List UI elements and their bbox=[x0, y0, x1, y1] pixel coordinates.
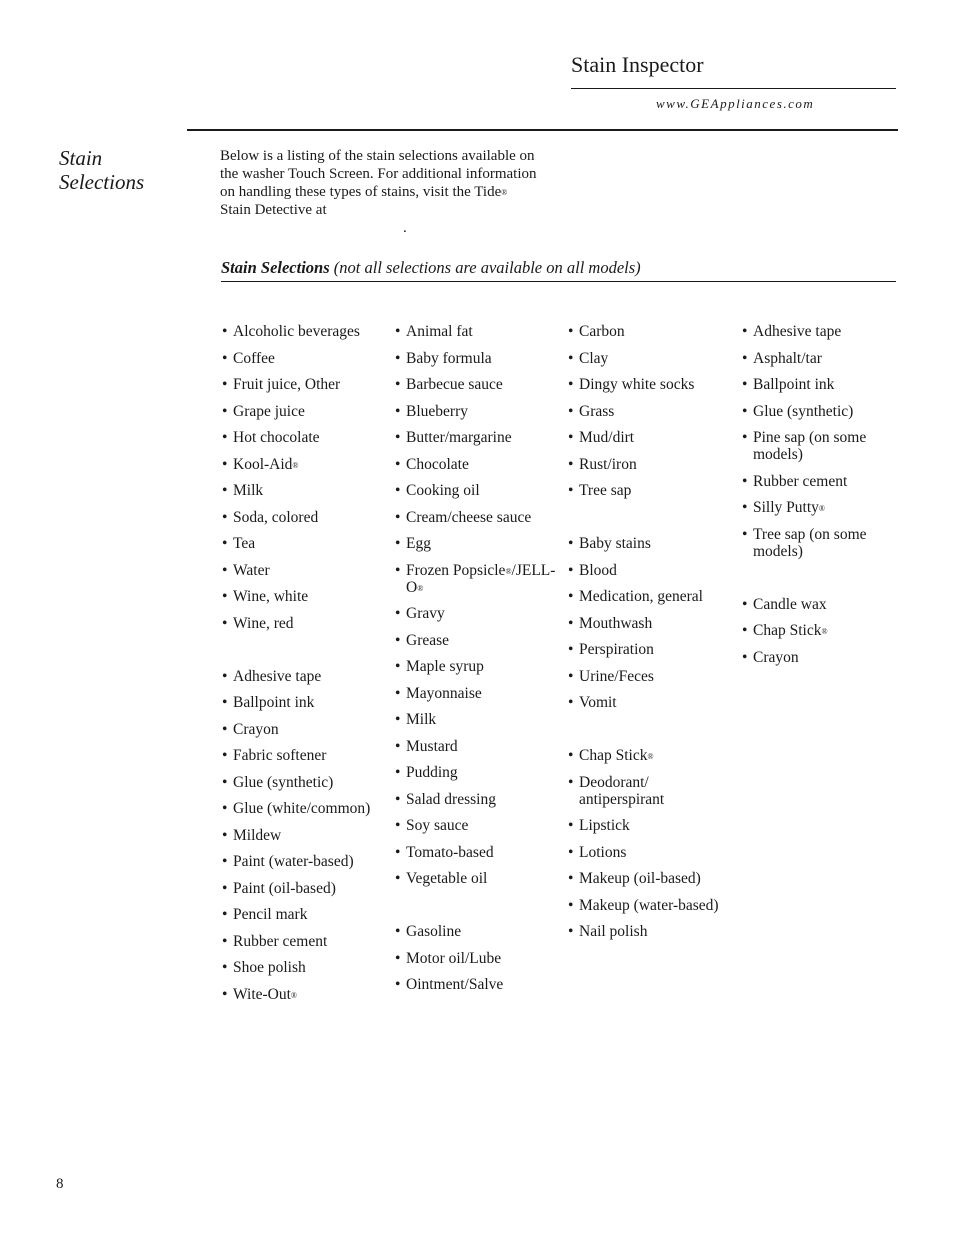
stain-group bbox=[222, 668, 387, 1003]
stain-item: • Crayon bbox=[742, 649, 892, 666]
section-title: Stain Selections bbox=[59, 146, 145, 194]
stain-column-4 bbox=[742, 323, 892, 702]
stain-item: • Wite-Out® bbox=[222, 986, 387, 1003]
stain-item: • Coffee bbox=[222, 350, 387, 367]
subhead-divider bbox=[221, 281, 896, 282]
stain-item: • Silly Putty® bbox=[742, 499, 892, 516]
stain-item: • Makeup (oil-based) bbox=[568, 870, 733, 887]
stain-item: • Hot chocolate bbox=[222, 429, 387, 446]
stain-item: • Makeup (water-based) bbox=[568, 897, 733, 914]
stain-item: • Ointment/Salve bbox=[395, 976, 560, 993]
stain-item: • Chap Stick® bbox=[742, 622, 892, 639]
stain-item: • Pine sap (on some models) bbox=[742, 429, 892, 463]
stain-item: • Cooking oil bbox=[395, 482, 560, 499]
stain-item: • Tomato-based bbox=[395, 844, 560, 861]
stain-item: • Kool-Aid® bbox=[222, 456, 387, 473]
stain-item: • Ballpoint ink bbox=[742, 376, 892, 393]
stain-item: • Frozen Popsicle®/JELL-O® bbox=[395, 562, 560, 596]
subhead-bold: Stain Selections bbox=[221, 258, 330, 277]
stain-item: • Rubber cement bbox=[742, 473, 892, 490]
stain-item: • Wine, white bbox=[222, 588, 387, 605]
stain-item: • Glue (white/common) bbox=[222, 800, 387, 817]
stain-item: • Milk bbox=[222, 482, 387, 499]
stain-item: • Pudding bbox=[395, 764, 560, 781]
stain-item: • Rubber cement bbox=[222, 933, 387, 950]
stain-item: • Deodorant/ antiperspirant bbox=[568, 774, 733, 808]
stain-item: • Pencil mark bbox=[222, 906, 387, 923]
stain-item: • Baby formula bbox=[395, 350, 560, 367]
stain-item: • Rust/iron bbox=[568, 456, 733, 473]
stain-item: • Mayonnaise bbox=[395, 685, 560, 702]
stain-item: • Mouthwash bbox=[568, 615, 733, 632]
stain-item: • Tree sap bbox=[568, 482, 733, 499]
stain-item: • Baby stains bbox=[568, 535, 733, 552]
stain-group bbox=[568, 323, 733, 499]
stain-item: • Crayon bbox=[222, 721, 387, 738]
intro-text-end: Stain Detective at bbox=[220, 202, 327, 218]
subhead-note: (not all selections are available on all models) bbox=[329, 258, 641, 277]
stain-item: • Nail polish bbox=[568, 923, 733, 940]
stain-item: • Adhesive tape bbox=[742, 323, 892, 340]
stain-item: • Vomit bbox=[568, 694, 733, 711]
stain-item: • Dingy white socks bbox=[568, 376, 733, 393]
stain-item: • Tree sap (on some models) bbox=[742, 526, 892, 560]
header-divider bbox=[571, 88, 896, 89]
stain-group bbox=[742, 596, 892, 666]
stain-group bbox=[395, 323, 560, 887]
stain-item: • Glue (synthetic) bbox=[222, 774, 387, 791]
intro-paragraph bbox=[220, 147, 540, 237]
stain-column-1 bbox=[222, 323, 387, 1039]
page-number: 8 bbox=[56, 1176, 64, 1192]
stain-item: • Grease bbox=[395, 632, 560, 649]
stain-group bbox=[742, 323, 892, 560]
stain-item: • Chocolate bbox=[395, 456, 560, 473]
main-divider bbox=[187, 129, 898, 131]
stain-item: • Mud/dirt bbox=[568, 429, 733, 446]
stain-item: • Motor oil/Lube bbox=[395, 950, 560, 967]
stain-item: • Urine/Feces bbox=[568, 668, 733, 685]
stain-item: • Wine, red bbox=[222, 615, 387, 632]
stain-item: • Perspiration bbox=[568, 641, 733, 658]
stain-item: • Asphalt/tar bbox=[742, 350, 892, 367]
stain-item: • Gasoline bbox=[395, 923, 560, 940]
stain-group bbox=[568, 535, 733, 711]
stain-item: • Grass bbox=[568, 403, 733, 420]
stain-item: • Tea bbox=[222, 535, 387, 552]
registered-mark: ® bbox=[501, 188, 508, 197]
header-title: Stain Inspector bbox=[571, 52, 704, 77]
stain-item: • Soda, colored bbox=[222, 509, 387, 526]
stain-item: • Maple syrup bbox=[395, 658, 560, 675]
stain-item: • Soy sauce bbox=[395, 817, 560, 834]
stain-column-3 bbox=[568, 323, 733, 976]
stain-item: • Paint (oil-based) bbox=[222, 880, 387, 897]
stain-item: • Cream/cheese sauce bbox=[395, 509, 560, 526]
stain-item: • Lotions bbox=[568, 844, 733, 861]
intro-text: Below is a listing of the stain selections available on the washer Touch Screen. For additional information on handling these types of stains, visit the Tide bbox=[220, 148, 537, 200]
stain-item: • Medication, general bbox=[568, 588, 733, 605]
stain-item: • Paint (water-based) bbox=[222, 853, 387, 870]
stain-item: • Fabric softener bbox=[222, 747, 387, 764]
stain-item: • Mustard bbox=[395, 738, 560, 755]
stain-selections-subhead bbox=[221, 258, 896, 278]
stain-item: • Butter/margarine bbox=[395, 429, 560, 446]
stain-item: • Glue (synthetic) bbox=[742, 403, 892, 420]
stain-item: • Chap Stick® bbox=[568, 747, 733, 764]
stain-item: • Clay bbox=[568, 350, 733, 367]
stain-item: • Grape juice bbox=[222, 403, 387, 420]
stain-group bbox=[568, 747, 733, 940]
stain-item: • Candle wax bbox=[742, 596, 892, 613]
stain-item: • Barbecue sauce bbox=[395, 376, 560, 393]
stain-item: • Blueberry bbox=[395, 403, 560, 420]
stain-item: • Gravy bbox=[395, 605, 560, 622]
stain-item: • Water bbox=[222, 562, 387, 579]
intro-trailing: . bbox=[403, 220, 407, 236]
stain-item: • Ballpoint ink bbox=[222, 694, 387, 711]
stain-item: • Fruit juice, Other bbox=[222, 376, 387, 393]
stain-item: • Vegetable oil bbox=[395, 870, 560, 887]
stain-item: • Carbon bbox=[568, 323, 733, 340]
stain-item: • Shoe polish bbox=[222, 959, 387, 976]
stain-column-2 bbox=[395, 323, 560, 1029]
stain-item: • Animal fat bbox=[395, 323, 560, 340]
stain-item: • Alcoholic beverages bbox=[222, 323, 387, 340]
stain-item: • Mildew bbox=[222, 827, 387, 844]
stain-item: • Salad dressing bbox=[395, 791, 560, 808]
stain-item: • Milk bbox=[395, 711, 560, 728]
stain-group bbox=[395, 923, 560, 993]
stain-group bbox=[222, 323, 387, 632]
stain-item: • Lipstick bbox=[568, 817, 733, 834]
stain-item: • Blood bbox=[568, 562, 733, 579]
header-url: www.GEAppliances.com bbox=[656, 96, 815, 111]
stain-item: • Egg bbox=[395, 535, 560, 552]
stain-item: • Adhesive tape bbox=[222, 668, 387, 685]
